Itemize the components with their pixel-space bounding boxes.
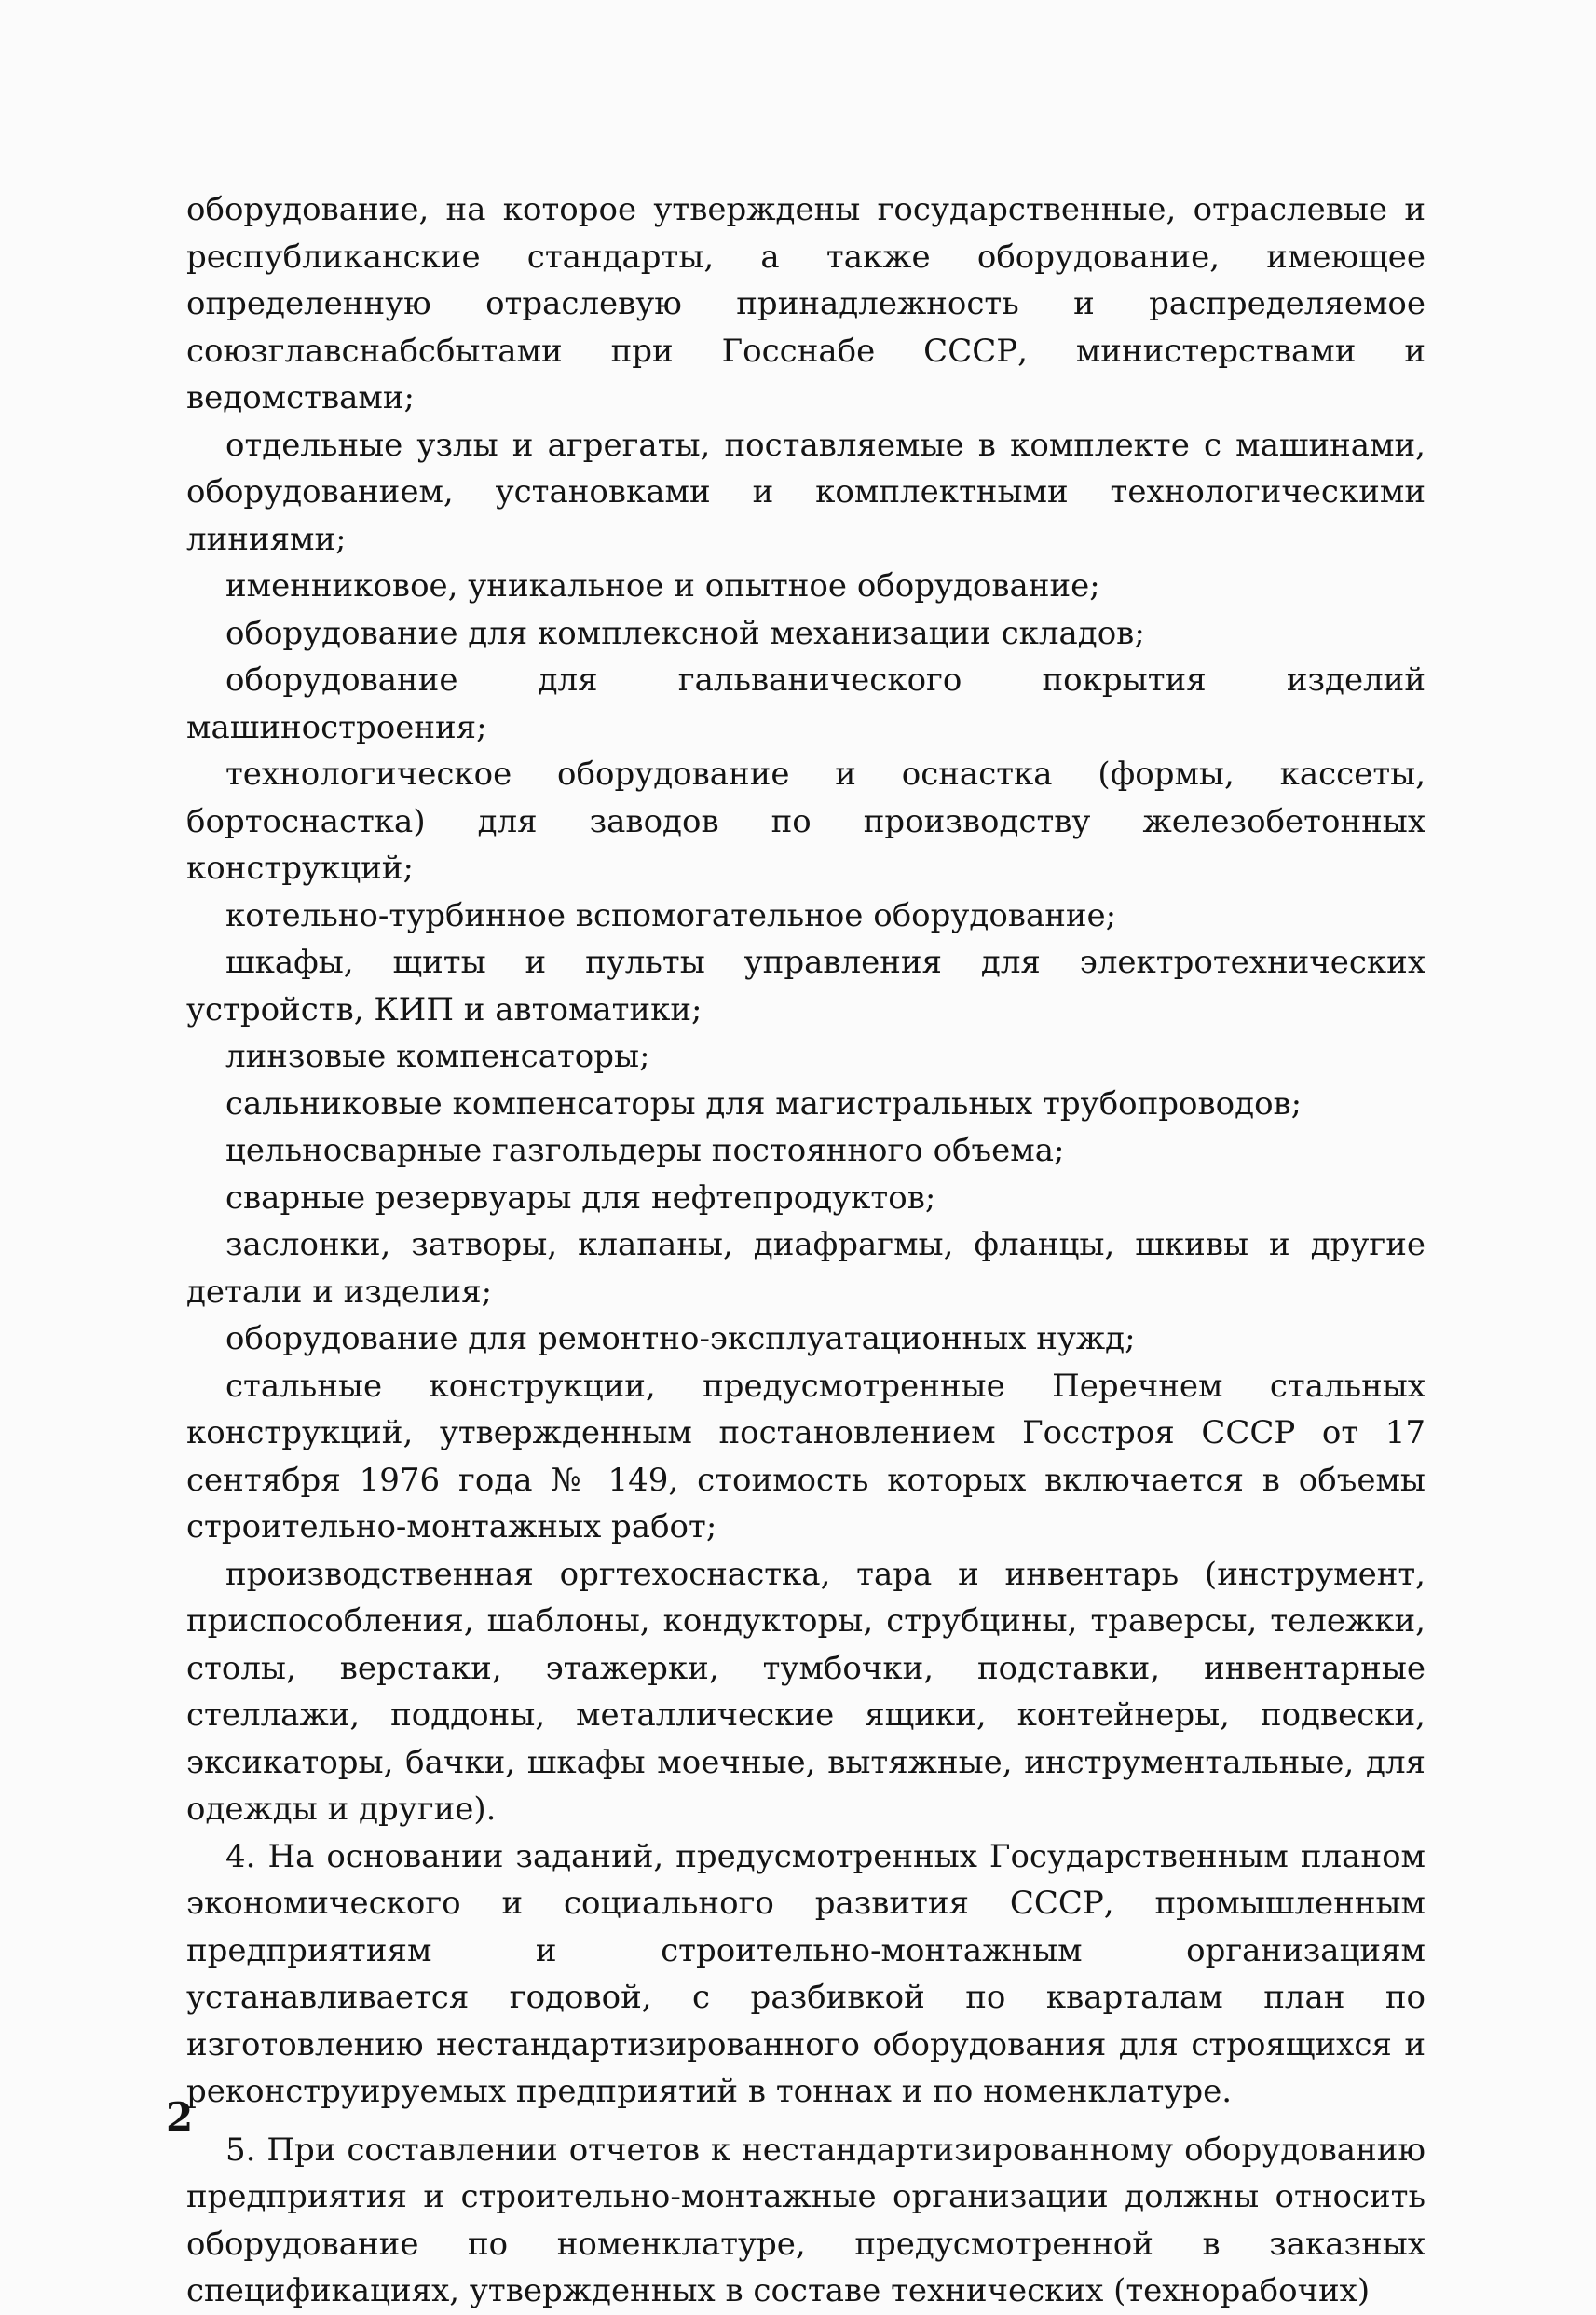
section-paragraph-4: 4. На основании заданий, предусмотренных Государственным планом экономического и социального развития СССР, промышленным предприятиям и строительно-монтажным организациям устанавливается годовой, с разбивкой по кварталам план по изготовлению нестандартизированного оборудования для строящихся и реконструируемых предприятий в тоннах и по номенклатуре. (186, 1837, 1425, 2110)
paragraph: именниковое, уникальное и опытное оборудование; (225, 567, 1100, 605)
paragraph: оборудование, на которое утверждены государственные, отраслевые и республиканские стандарты, а также оборудование, имеющее определенную отраслевую принадлежность и распределяемое союзглавснабсбытами при Госснабе СССР, министерствами и ведомствами; (186, 191, 1425, 416)
paragraph: оборудование для гальванического покрытия изделий машиностроения; (186, 661, 1425, 746)
paragraph: цельносварные газгольдеры постоянного объема; (225, 1132, 1065, 1169)
paragraph: шкафы, щиты и пульты управления для электротехнических устройств, КИП и автоматики; (186, 944, 1425, 1028)
document-body (186, 186, 1425, 2309)
paragraph: линзовые компенсаторы; (225, 1038, 650, 1075)
paragraph: сальниковые компенсаторы для магистральных трубопроводов; (225, 1084, 1303, 1123)
paragraph: оборудование для ремонтно-эксплуатационных нужд; (225, 1320, 1136, 1357)
paragraph: заслонки, затворы, клапаны, диафрагмы, фланцы, шкивы и другие детали и изделия; (186, 1226, 1425, 1311)
paragraph: отдельные узлы и агрегаты, поставляемые в комплекте с машинами, оборудованием, установками и комплектными технологическими линиями; (186, 426, 1425, 558)
page-number: 2 (166, 2094, 194, 2140)
section-paragraph-5: 5. При составлении отчетов к нестандартизированному оборудованию предприятия и строительно-монтажные организации должны относить оборудование по номенклатуре, предусмотренной в заказных спецификациях, утвержденных в составе технических (технорабочих) (186, 2131, 1425, 2309)
paragraph: котельно-турбинное вспомогательное оборудование; (225, 896, 1117, 934)
paragraph: производственная оргтехоснастка, тара и инвентарь (инструмент, приспособления, шаблоны, кондукторы, струбцины, траверсы, тележки, столы, верстаки, этажерки, тумбочки, подставки, инвентарные стеллажи, поддоны, металлические ящики, контейнеры, подвески, эксикаторы, бачки, шкафы моечные, вытяжные, инструментальные, для одежды и другие). (186, 1555, 1425, 1828)
paragraph: оборудование для комплексной механизации складов; (225, 614, 1145, 652)
paragraph: сварные резервуары для нефтепродуктов; (225, 1178, 936, 1217)
paragraph: стальные конструкции, предусмотренные Перечнем стальных конструкций, утвержденным постановлением Госстроя СССР от 17 сентября 1976 года № 149, стоимость которых включается в объемы строительно-монтажных работ; (186, 1367, 1425, 1546)
paragraph: технологическое оборудование и оснастка (формы, кассеты, бортоснастка) для заводов по производству железобетонных конструкций; (186, 756, 1425, 887)
